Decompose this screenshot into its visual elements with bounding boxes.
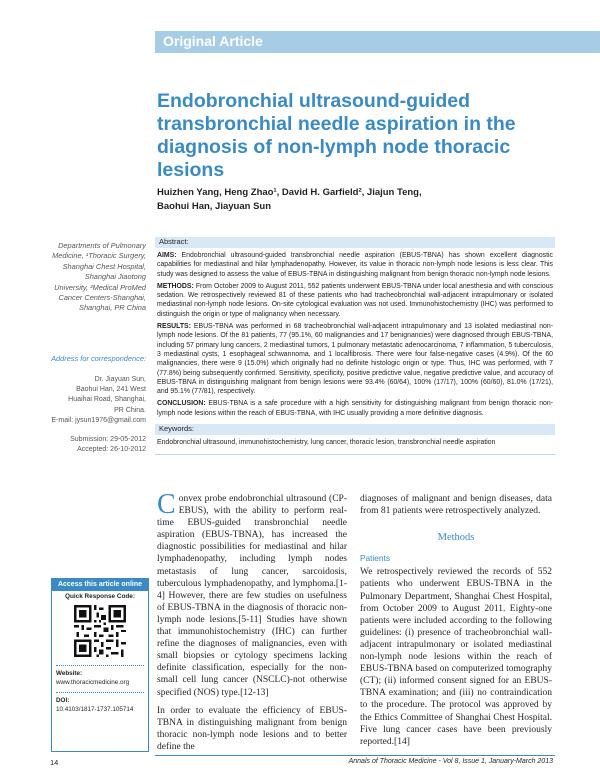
author-line-2: Baohui Han, Jiayuan Sun [157, 201, 272, 212]
keywords-text: Endobronchial ultrasound, immunohistochemistry, lung cancer, thoracic lesion, transbronchial needle aspiration [157, 439, 496, 446]
abstract-heading: Abstract: [159, 237, 189, 246]
doi-label-text: DOI: [56, 697, 70, 704]
affiliation: Departments of Pulmonary Medicine, ¹Thoracic Surgery, Shanghai Chest Hospital, Shanghai Jiaotong University, ²Medical ProMed Cancer Centers-Shanghai, Shanghai, PR China [52, 241, 146, 313]
abstract-aims [157, 251, 553, 279]
abstract-methods [157, 282, 553, 319]
website-block [56, 670, 146, 687]
website-link[interactable]: www.thoracicmedicine.org [56, 678, 130, 686]
corr-addr-2: Huaihai Road, Shanghai, [68, 396, 146, 404]
website-label-text: Website: [56, 670, 83, 677]
corr-name: Dr. Jiayuan Sun, [94, 376, 146, 383]
abstract-conclusion [157, 399, 553, 418]
keywords-heading-bar [155, 424, 555, 435]
access-divider [56, 692, 144, 693]
keywords-heading: Keywords: [159, 424, 195, 433]
body-right-column [360, 493, 552, 748]
drop-cap: C [157, 489, 176, 520]
doi-block [56, 697, 146, 714]
abstract-body [157, 251, 553, 421]
conclusion-text: EBUS-TBNA is a safe procedure with a high sensitivity for distinguishing malignant from benign thoracic non-lymph node lesions within the reach of EBUS-TBNA, with IHC usually providing a more definitive diagnosis. [157, 400, 553, 417]
correspondence-heading: Address for correspondence: [51, 354, 146, 363]
website-label [56, 670, 146, 679]
intro-paragraph-2: In order to evaluate the efficiency of EBUS-TBNA in distinguishing malignant from benign thoracic non-lymph node lesions and to better define the [157, 705, 347, 752]
intro-continued: diagnoses of malignant and benign diseases, data from 81 patients were retrospectively analyzed. [360, 494, 552, 517]
access-heading: Access this article online [52, 579, 148, 591]
accepted-date: Accepted: 26-10-2012 [77, 446, 146, 454]
body-left-column [157, 489, 347, 759]
doi-label [56, 697, 146, 706]
intro-paragraph-1 [157, 489, 347, 699]
author-line-1: Huizhen Yang, Heng Zhao¹, David H. Garfield², Jiajun Teng, [157, 187, 422, 198]
corr-addr-1: Baohui Han, 241 West [76, 386, 146, 394]
article-title: Endobronchial ultrasound-guided transbronchial needle aspiration in the diagnosis of non-lymph node thoracic lesions [157, 90, 516, 181]
results-text: EBUS-TBNA was performed in 68 tracheobronchial wall-adjacent intrapulmonary and 13 isolated mediastinal non-lymph node lesions. Of the 81 patients, 77 (95.1%, 60 malignancies and 17 benignancies) were diagnosed through EBUS-TBNA, including 57 primary lung cancers, 2 mediastinal tumors, 1 pulmonary metastatic adenocarcinoma, 7 inflammation, 5 tuberculosis, 3 mediastinal cysts, 1 esophageal schwannoma, and 1 localfibrosis. There were four false-negative cases (4.9%). Of the 60 malignancies, there were 9 (15.0%) which originally had no definite histologic origin or type. Thus, IHC was performed, with 7 (77.8%) being subsequently confirmed. Sensitivity, specificity, positive predictive value, negative predictive value, and accuracy of EBUS-TBNA in distinguishing malignant from benign lesions were 93.4% (60/64), 100% (17/17), 100% (60/60), 81.0% (17/21), and 95.1% (77/81), respectively. [157, 323, 553, 396]
aims-label: AIMS: [157, 252, 177, 259]
doi-link[interactable]: 10.4103/1817-1737.105714 [56, 705, 134, 713]
corr-email[interactable]: E-mail: jysun1976@gmail.com [51, 416, 146, 424]
article-dates [50, 435, 146, 455]
qr-label: Quick Response Code: [65, 593, 135, 600]
results-label: RESULTS: [157, 323, 191, 331]
submission-date: Submission: 29-05-2012 [70, 436, 146, 443]
methods-text: From October 2009 to August 2011, 552 patients underwent EBUS-TBNA under local anesthesia and with conscious sedation. We retrospectively reviewed 81 of these patients who had tracheobronchial wall-adjacent intrapulmonary or isolated mediastinal non-lymph node lesions. On-site cytological evaluation was not used. Immunohistochemistry (IHC) was performed to distinguish the origin or type of malignancy when necessary. [157, 282, 553, 318]
patients-paragraph: We retrospectively reviewed the records of 552 patients who underwent EBUS-TBNA in the Pulmonary Department, Shanghai Chest Hospital, from October 2009 to August 2011. Eighty-one patients were included according to the following guidelines: (i) presence of tracheobronchial wall-adjacent intrapulmonary or isolated mediastinal non-lymph node lesions within the reach of EBUS-TBNA based on computerized tomography (CT); (ii) informed consent signed for an EBUS-TBNA examination; and (iii) no contraindication to the procedure. The protocol was approved by the Ethics Committee of Shanghai Chest Hospital. Five lung cancer cases have been previously reported.[14] [360, 567, 552, 747]
corr-addr-3: PR China. [114, 406, 146, 414]
methods-label: METHODS: [157, 282, 194, 290]
intro-p1-text: onvex probe endobronchial ultrasound (CP-EBUS), with the ability to perform real-time EBUS-guided transbronchial needle aspiration (EBUS-TBNA), has increased the diagnostic possibilities for mediastinal and hilar lymphadenopathy, including lymph nodes metastasis of lung cancer, sarcoidosis, tuberculous lymphadenopathy, and lymphoma.[1-4] However, there are few studies on usefulness of EBUS-TBNA in the diagnosis of thoracic non-lymph node lesions.[5-11] Studies have shown that immunohistochemistry (IHC) can further refine the diagnoses of malignancies, even with small biopsies or cytology specimens lacking definite classification, especially for the non-small cell lung cancer (NSCLC)-not otherwise specified (NOS) type.[12-13] [157, 494, 347, 698]
correspondence-address [50, 375, 146, 426]
article-type-banner [155, 31, 600, 53]
conclusion-label: CONCLUSION: [157, 400, 206, 408]
section-divider [155, 454, 555, 455]
abstract-heading-bar [155, 237, 555, 248]
journal-citation: Annals of Thoracic Medicine - Vol 8, Issue 1, January-March 2013 [348, 758, 553, 765]
footer-rule [155, 755, 555, 756]
methods-section-heading: Methods [437, 532, 475, 544]
abstract-results [157, 322, 553, 396]
aims-text: Endobronchial ultrasound-guided transbronchial needle aspiration (EBUS-TBNA) has shown excellent diagnostic capabilities for mediastinal and hilar lymphadenopathy. However, its value in thoracic non-lymph node lesions is less clear. This study was designed to assess the value of EBUS-TBNA in distinguishing malignant from benign thoracic non-lymph node lesions. [157, 252, 553, 278]
access-divider [56, 665, 144, 666]
author-list [157, 186, 497, 214]
page-number: 14 [50, 758, 59, 767]
access-online-box [51, 578, 149, 752]
patients-subheading: Patients [360, 553, 390, 564]
article-type-label: Original Article [163, 33, 263, 49]
qr-code-icon[interactable] [74, 605, 126, 657]
